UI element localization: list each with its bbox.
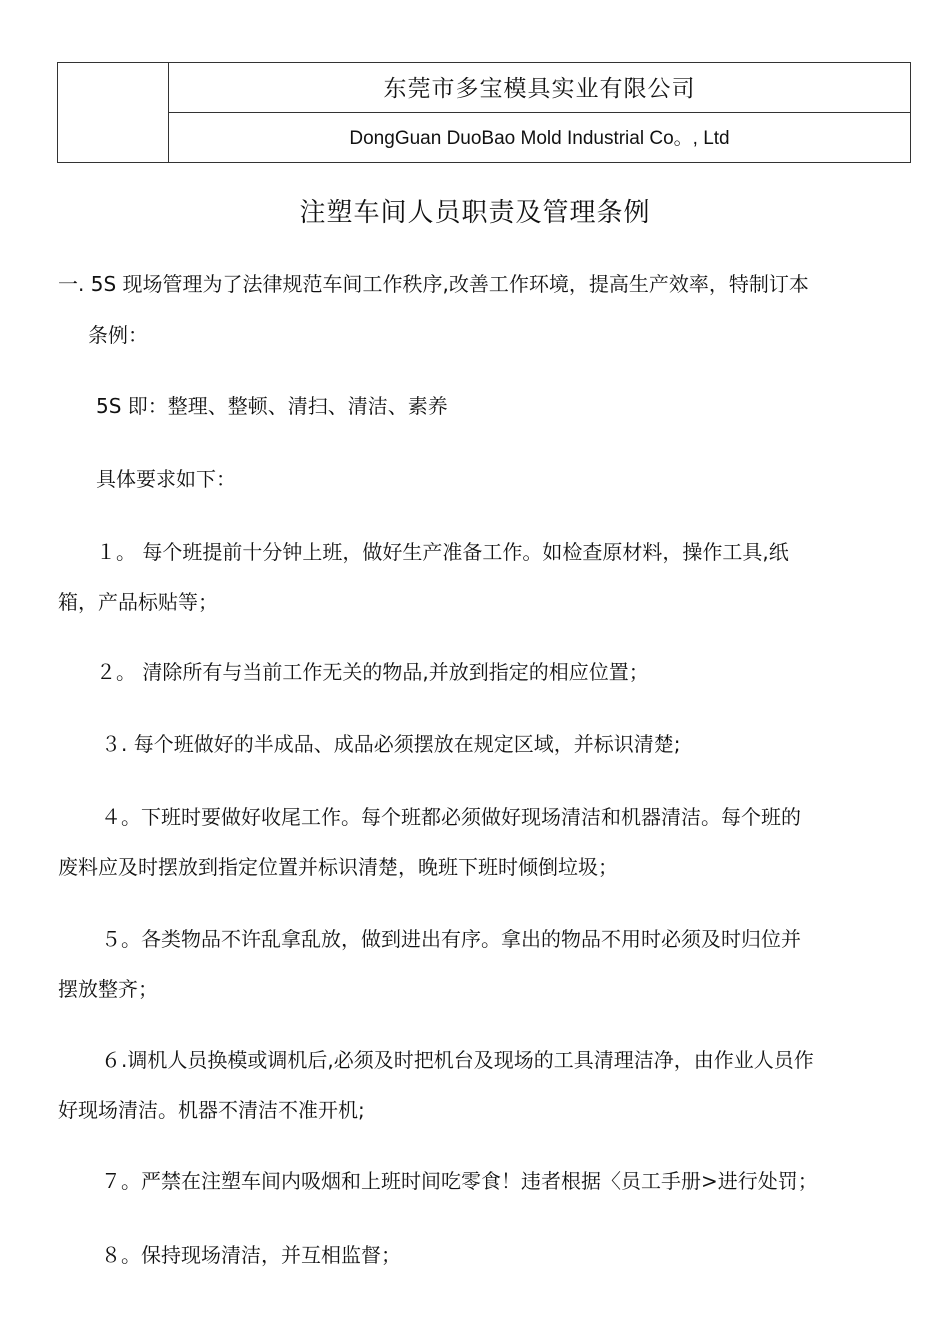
requirement-item-8: ８。保持现场清洁，并互相监督；	[101, 1243, 401, 1267]
logo-cell	[58, 63, 169, 162]
requirement-item-7: ７。严禁在注塑车间内吸烟和上班时间吃零食！违者根据〈员工手册>进行处罚；	[101, 1169, 818, 1193]
requirements-heading: 具体要求如下：	[96, 467, 236, 491]
requirement-item-4-line-2: 废料应及时摆放到指定位置并标识清楚，晚班下班时倾倒垃圾；	[58, 855, 618, 879]
five-s-definition: 5S 即：整理、整顿、清扫、清洁、素养	[96, 394, 448, 418]
document-title: 注塑车间人员职责及管理条例	[299, 198, 651, 228]
requirement-item-5-line-1: ５。各类物品不许乱拿乱放，做到进出有序。拿出的物品不用时必须及时归位并	[101, 927, 801, 951]
requirement-item-1-line-2: 箱，产品标贴等；	[58, 590, 218, 614]
requirement-item-4-line-1: ４。下班时要做好收尾工作。每个班都必须做好现场清洁和机器清洁。每个班的	[101, 805, 801, 829]
company-name-chinese: 东莞市多宝模具实业有限公司	[169, 63, 910, 113]
company-name-english: DongGuan DuoBao Mold Industrial Co。, Ltd	[349, 128, 730, 149]
requirement-item-6-line-1: ６.调机人员换模或调机后,必须及时把机台及现场的工具清理洁净，由作业人员作	[101, 1048, 814, 1072]
section-intro-line-1: 一. 5S 现场管理为了法律规范车间工作秩序,改善工作环境，提高生产效率，特制订本	[58, 272, 809, 296]
requirement-item-2: ２。 清除所有与当前工作无关的物品,并放到指定的相应位置；	[96, 660, 649, 684]
requirement-item-1-line-1: １。 每个班提前十分钟上班，做好生产准备工作。如检查原材料，操作工具,纸	[96, 540, 789, 564]
section-intro-line-2: 条例：	[88, 323, 148, 347]
company-header-table	[57, 62, 911, 163]
requirement-item-5-line-2: 摆放整齐；	[58, 977, 158, 1001]
requirement-item-6-line-2: 好现场清洁。机器不清洁不准开机;	[58, 1098, 365, 1122]
requirement-item-3: ３. 每个班做好的半成品、成品必须摆放在规定区域，并标识清楚;	[101, 732, 681, 756]
